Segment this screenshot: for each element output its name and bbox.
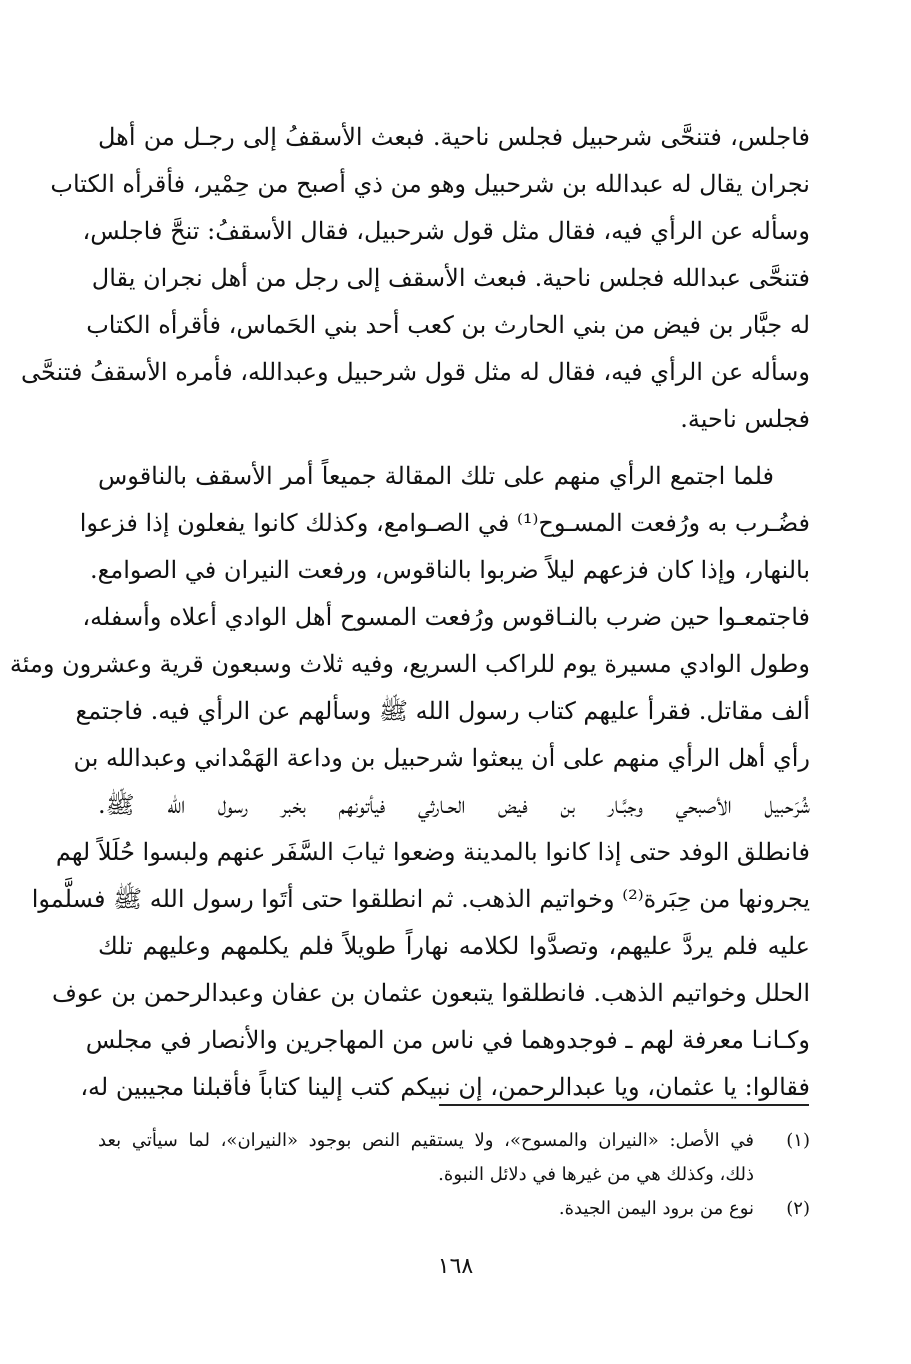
text-line: الحلل وخواتيم الذهب. فانطلقوا يتبعون عثمان بن عفان وعبدالرحمن بن عوف: [52, 979, 810, 1007]
text-line: بالنهار، وإذا كان فزعهم ليلاً ضربوا بالناقوس، ورفعت النيران في الصوامع.: [90, 556, 810, 584]
text-line: فتنحَّى عبدالله فجلس ناحية. فبعث الأسقف إلى رجل من أهل نجران يقال: [91, 264, 810, 292]
paragraph-2: [9, 453, 810, 1111]
text-line: نجران يقال له عبدالله بن شرحبيل وهو من ذي أصبح من حِمْير، فأقرأه الكتاب: [50, 170, 810, 198]
text-line: وسأله عن الرأي فيه، فقال له مثل قول شرحبيل وعبدالله، فأمره الأسقفُ فتنحَّى: [21, 358, 810, 386]
text-line: فلما اجتمع الرأي منهم على تلك المقالة جميعاً أمر الأسقف بالناقوس: [98, 462, 774, 490]
footnote-line: نوع من برود اليمن الجيدة.: [558, 1198, 754, 1219]
footnote-number: (١): [786, 1130, 810, 1151]
footnotes: [98, 1124, 810, 1226]
text-line: فاجتمعـوا حين ضرب بالنـاقوس ورُفعت المسوح أهل الوادي أعلاه وأسفله،: [82, 603, 810, 631]
text-line: له جبَّار بن فيض من بني الحارث بن كعب أحد بني الحَماس، فأقرأه الكتاب: [86, 311, 810, 339]
footnote-text: [98, 1192, 754, 1226]
text-line: فضُـرب به ورُفعت المسـوح⁽¹⁾ في الصـوامع، وكذلك كانوا يفعلون إذا فزعوا: [79, 509, 810, 537]
paragraph-1: [21, 114, 810, 443]
footnote-1: [98, 1124, 810, 1192]
text-line: شُرَحبيل الأصبحي وجبَّـار بن فيض الحـارثي فيأتونهم بخبر رسول الله ﷺ.: [98, 791, 810, 819]
text-line: فجلس ناحية.: [680, 405, 810, 433]
footnote-2: [98, 1192, 810, 1226]
text-line: فانطلق الوفد حتى إذا كانوا بالمدينة وضعوا ثيابَ السَّفَر عنهم ولبسوا حُلَلاً لهم: [55, 838, 810, 866]
main-text: [9, 114, 810, 1111]
text-line: وسأله عن الرأي فيه، فقال مثل قول شرحبيل، فقال الأسقفُ: تنحَّ فاجلس،: [82, 217, 810, 245]
footnote-divider: [439, 1104, 809, 1106]
text-line: عليه فلم يردَّ عليهم، وتصدَّوا لكلامه نهاراً طويلاً فلم يكلمهم وعليهم تلك: [98, 932, 810, 960]
footnote-line: في الأصل: «النيران والمسوح»، ولا يستقيم النص بوجود «النيران»، لما سيأتي بعد: [98, 1130, 754, 1151]
footnote-line: ذلك، وكذلك هي من غيرها في دلائل النبوة.: [438, 1164, 754, 1185]
text-line: فاجلس، فتنحَّى شرحبيل فجلس ناحية. فبعث الأسقفُ إلى رجـل من أهل: [98, 123, 810, 151]
page-number: ١٦٨: [437, 1254, 474, 1279]
text-line: فقالوا: يا عثمان، ويا عبدالرحمن، إن نبيكم كتب إلينا كتاباً فأقبلنا مجيبين له،: [80, 1073, 810, 1101]
text-line: وكـانـا معرفة لهم ـ فوجدوهما في ناس من المهاجرين والأنصار في مجلس: [85, 1026, 810, 1054]
text-line: ألف مقاتل. فقرأ عليهم كتاب رسول الله ﷺ وسألهم عن الرأي فيه. فاجتمع: [75, 697, 810, 725]
text-line: وطول الوادي مسيرة يوم للراكب السريع، وفيه ثلاث وسبعون قرية وعشرون ومئة: [9, 650, 810, 678]
text-line: يجرونها من حِبَرة⁽²⁾ وخواتيم الذهب. ثم انطلقوا حتى أتَوا رسول الله ﷺ فسلَّموا: [31, 885, 810, 913]
text-line: رأي أهل الرأي منهم على أن يبعثوا شرحبيل بن وداعة الهَمْداني وعبدالله بن: [73, 744, 810, 772]
footnote-text: [98, 1124, 754, 1192]
footnote-number: (٢): [786, 1198, 810, 1219]
